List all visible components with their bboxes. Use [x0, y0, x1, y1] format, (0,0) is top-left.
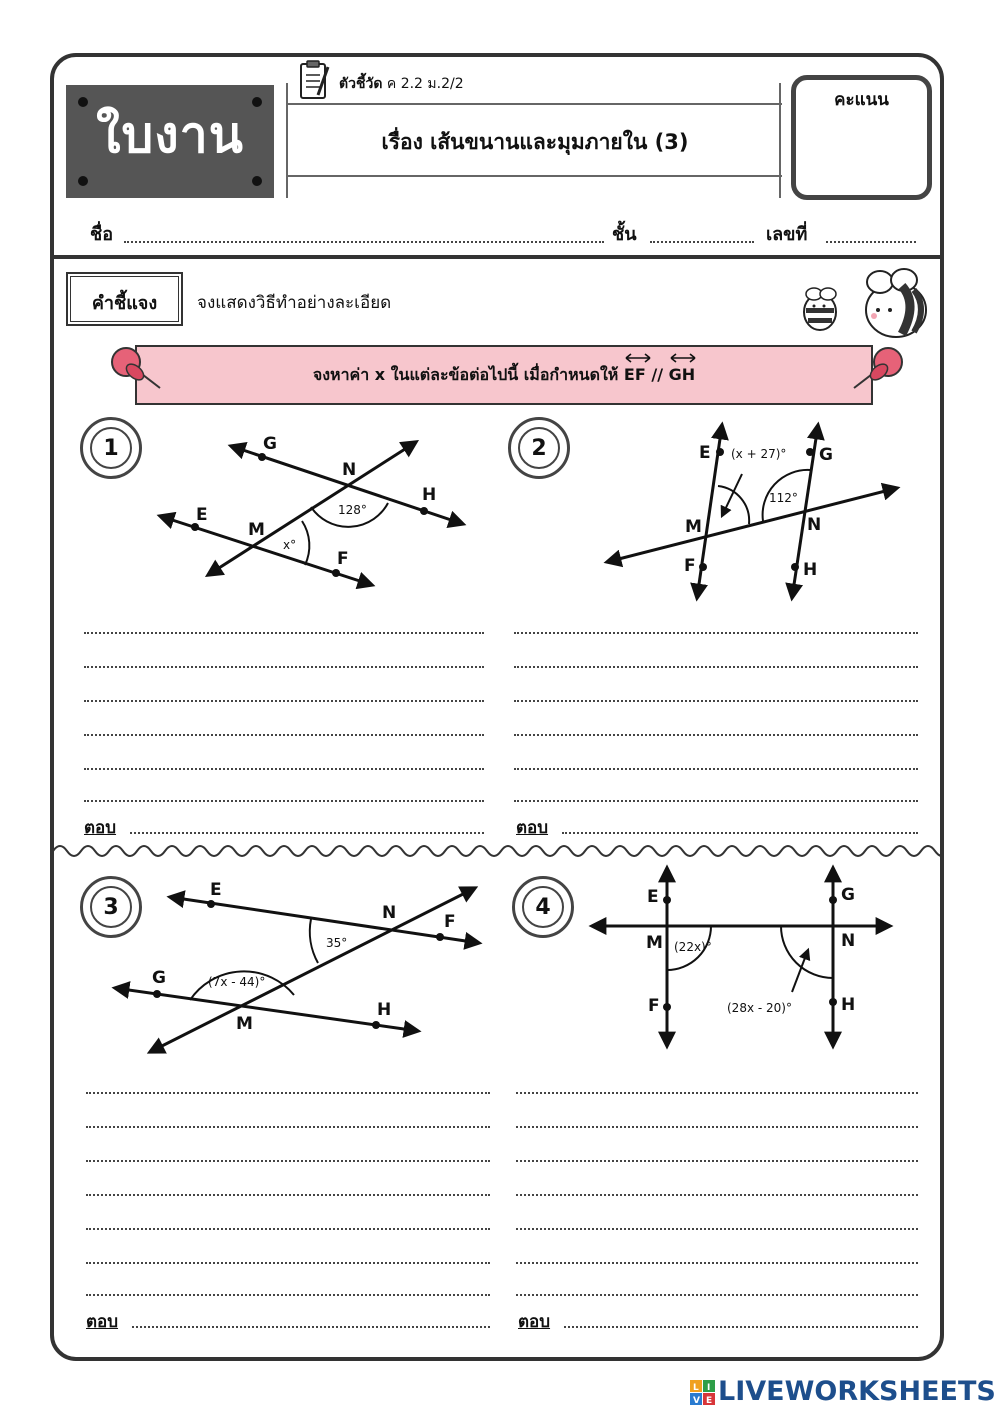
point-label: E — [647, 887, 659, 907]
point-label: E — [196, 505, 208, 525]
answer-line[interactable] — [514, 632, 918, 634]
answer-line[interactable] — [86, 1126, 490, 1128]
answer-line[interactable] — [130, 832, 484, 834]
point-label: F — [337, 549, 349, 569]
angle-label: 112° — [769, 491, 798, 505]
answer-label: ตอบ — [518, 1312, 551, 1332]
answer-label: ตอบ — [516, 818, 549, 838]
diagram-3 — [115, 888, 479, 1052]
worksheet-label: ใบงาน — [96, 106, 244, 164]
logo-letter: E — [706, 1396, 713, 1406]
answer-line[interactable] — [516, 1228, 918, 1230]
answer-line[interactable] — [84, 800, 484, 802]
angle-label: 128° — [338, 503, 367, 517]
answer-line[interactable] — [86, 1262, 490, 1264]
number-label: เลขที่ — [766, 224, 808, 245]
answer-line[interactable] — [84, 632, 484, 634]
answer-line[interactable] — [86, 1228, 490, 1230]
answer-line[interactable] — [84, 700, 484, 702]
point-label: F — [648, 996, 660, 1016]
instruction-label: คำชี้แจง — [91, 293, 158, 314]
instruction-text: จงแสดงวิธีทำอย่างละเอียด — [197, 293, 392, 313]
answer-line[interactable] — [516, 1294, 918, 1296]
score-label: คะแนน — [834, 90, 889, 110]
point-label: G — [263, 434, 277, 454]
brand-name: LIVEWORKSHEETS — [718, 1376, 996, 1407]
logo-letter: L — [693, 1383, 699, 1393]
point-label: N — [841, 931, 856, 951]
point-label: G — [841, 885, 855, 905]
angle-label: (28x - 20)° — [727, 1001, 792, 1015]
point-label: G — [152, 968, 166, 988]
answer-label: ตอบ — [84, 818, 117, 838]
logo-letter: V — [693, 1396, 700, 1406]
answer-line[interactable] — [516, 1126, 918, 1128]
name-label: ชื่อ — [90, 224, 114, 245]
answer-line[interactable] — [562, 832, 918, 834]
liveworksheets-logo-icon — [690, 1380, 716, 1406]
point-label: F — [684, 556, 696, 576]
point-label: E — [210, 880, 222, 900]
point-label: M — [236, 1014, 253, 1034]
answer-line[interactable] — [514, 734, 918, 736]
point-label: E — [699, 443, 711, 463]
answer-line[interactable] — [516, 1160, 918, 1162]
point-label: G — [819, 445, 833, 465]
answer-line[interactable] — [514, 666, 918, 668]
angle-label: (x + 27)° — [731, 447, 787, 461]
point-label: F — [444, 912, 456, 932]
answer-line[interactable] — [84, 734, 484, 736]
answer-line[interactable] — [86, 1092, 490, 1094]
page-title: เรื่อง เส้นขนานและมุมภายใน (3) — [381, 130, 689, 154]
banner-prefix: จงหาค่า x ในแต่ละข้อต่อไปนี้ เมื่อกำหนดให้ — [312, 365, 619, 384]
point-label: M — [685, 517, 702, 537]
answer-line[interactable] — [516, 1262, 918, 1264]
class-label: ชั้น — [612, 224, 637, 245]
answer-line[interactable] — [86, 1160, 490, 1162]
point-label: M — [646, 933, 663, 953]
answer-line[interactable] — [564, 1326, 918, 1328]
point-label: N — [342, 460, 357, 480]
problem-number: 3 — [90, 886, 132, 928]
indicator-label: ตัวชี้วัด — [339, 76, 383, 92]
point-label: H — [422, 485, 437, 505]
angle-label: x° — [283, 538, 297, 552]
answer-line[interactable] — [84, 768, 484, 770]
angle-label: 35° — [326, 936, 348, 950]
answer-line[interactable] — [514, 768, 918, 770]
answer-line[interactable] — [514, 700, 918, 702]
answer-line[interactable] — [84, 666, 484, 668]
answer-line[interactable] — [86, 1294, 490, 1296]
angle-label: (22x)° — [674, 940, 712, 954]
angle-label: (7x - 44)° — [208, 975, 266, 989]
problem-number: 1 — [90, 427, 132, 469]
line-ef-label: EF — [623, 365, 646, 384]
point-label: N — [382, 903, 397, 923]
wave-divider — [53, 840, 941, 862]
point-label: N — [807, 515, 822, 535]
answer-label: ตอบ — [86, 1312, 119, 1332]
point-label: H — [803, 560, 818, 580]
logo-letter: I — [707, 1383, 711, 1393]
answer-line[interactable] — [516, 1194, 918, 1196]
parallel-symbol: // — [651, 365, 664, 384]
problem-number: 4 — [522, 886, 564, 928]
answer-line[interactable] — [516, 1092, 918, 1094]
answer-line[interactable] — [514, 800, 918, 802]
point-label: H — [841, 995, 856, 1015]
answer-line[interactable] — [86, 1194, 490, 1196]
problem-number: 2 — [518, 427, 560, 469]
indicator-value: ค 2.2 ม.2/2 — [386, 76, 464, 92]
answer-line[interactable] — [132, 1326, 490, 1328]
point-label: H — [377, 1000, 392, 1020]
point-label: M — [248, 520, 265, 540]
line-gh-label: GH — [668, 365, 696, 384]
